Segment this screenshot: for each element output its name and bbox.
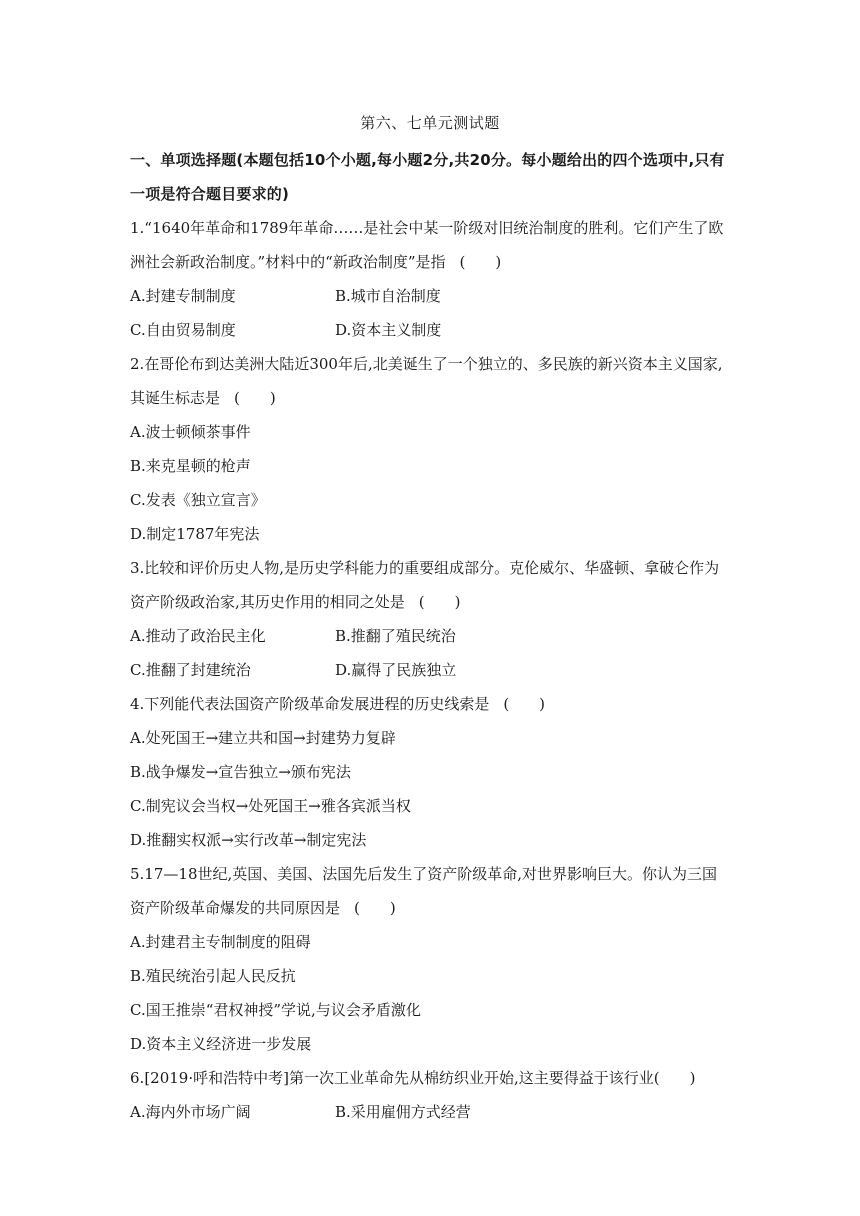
question-3 bbox=[130, 551, 730, 619]
question-stem: 1.“1640年革命和1789年革命……是社会中某一阶级对旧统治制度的胜利。它们产生了欧洲社会新政治制度。”材料中的“新政治制度”是指 bbox=[130, 219, 724, 271]
answer-blank: ( ) bbox=[234, 389, 276, 407]
answer-blank: ( ) bbox=[459, 253, 502, 271]
option-d: D.资本主义经济进一步发展 bbox=[130, 1035, 312, 1053]
option-b: B.推翻了殖民统治 bbox=[335, 627, 456, 645]
option-a: A.封建专制制度 bbox=[130, 287, 236, 305]
options-row bbox=[130, 313, 730, 347]
option-c: C.国王推崇“君权神授”学说,与议会矛盾激化 bbox=[130, 1001, 421, 1019]
section-heading: 一、单项选择题(本题包括10个小题,每小题2分,共20分。每小题给出的四个选项中,只有一项是符合题目要求的) bbox=[130, 151, 725, 203]
option-a: A.波士顿倾茶事件 bbox=[130, 423, 251, 441]
question-stem: 4.下列能代表法国资产阶级革命发展进程的历史线索是 bbox=[130, 695, 490, 713]
option-c: C.自由贸易制度 bbox=[130, 321, 236, 339]
question-4 bbox=[130, 687, 730, 721]
option-d: D.推翻实权派→实行改革→制定宪法 bbox=[130, 831, 367, 849]
option-a: A.处死国王→建立共和国→封建势力复辟 bbox=[130, 729, 396, 747]
option-b: B.殖民统治引起人民反抗 bbox=[130, 967, 296, 985]
question-stem: 5.17—18世纪,英国、美国、法国先后发生了资产阶级革命,对世界影响巨大。你认为三国资产阶级革命爆发的共同原因是 bbox=[130, 865, 718, 917]
option-a: A.推动了政治民主化 bbox=[130, 627, 266, 645]
answer-blank: ( ) bbox=[354, 899, 396, 917]
options-row bbox=[130, 279, 730, 313]
question-2 bbox=[130, 347, 730, 415]
option-c: C.制宪议会当权→处死国王→雅各宾派当权 bbox=[130, 797, 411, 815]
answer-blank: ( ) bbox=[503, 695, 546, 713]
option-b: B.战争爆发→宣告独立→颁布宪法 bbox=[130, 763, 351, 781]
option-a: A.封建君主专制制度的阻碍 bbox=[130, 933, 311, 951]
option-b: B.采用雇佣方式经营 bbox=[335, 1103, 471, 1121]
question-6 bbox=[130, 1061, 730, 1095]
option-d: D.制定1787年宪法 bbox=[130, 525, 260, 543]
option-c: C.发表《独立宣言》 bbox=[130, 491, 266, 509]
document-body bbox=[130, 143, 730, 1129]
option-b: B.来克星顿的枪声 bbox=[130, 457, 251, 475]
page-title: 第六、七单元测试题 bbox=[360, 114, 500, 132]
option-a: A.海内外市场广阔 bbox=[130, 1103, 251, 1121]
option-d: D.赢得了民族独立 bbox=[335, 661, 457, 679]
options-row bbox=[130, 1095, 730, 1129]
answer-blank: ( ) bbox=[418, 593, 461, 611]
question-stem: 2.在哥伦布到达美洲大陆近300年后,北美诞生了一个独立的、多民族的新兴资本主义国家,其诞生标志是 bbox=[130, 355, 723, 407]
options-row bbox=[130, 653, 730, 687]
option-d: D.资本主义制度 bbox=[335, 321, 442, 339]
question-1 bbox=[130, 211, 730, 279]
question-number: 6. bbox=[130, 1069, 145, 1087]
option-c: C.推翻了封建统治 bbox=[130, 661, 251, 679]
question-stem: 第一次工业革命先从棉纺织业开始,这主要得益于该行业 bbox=[288, 1069, 654, 1087]
question-5 bbox=[130, 857, 730, 925]
answer-blank: ( ) bbox=[653, 1069, 696, 1087]
option-b: B.城市自治制度 bbox=[335, 287, 441, 305]
question-stem: 3.比较和评价历史人物,是历史学科能力的重要组成部分。克伦威尔、华盛顿、拿破仑作为资产阶级政治家,其历史作用的相同之处是 bbox=[130, 559, 720, 611]
question-source: [2019·呼和浩特中考] bbox=[144, 1069, 289, 1087]
options-row bbox=[130, 619, 730, 653]
